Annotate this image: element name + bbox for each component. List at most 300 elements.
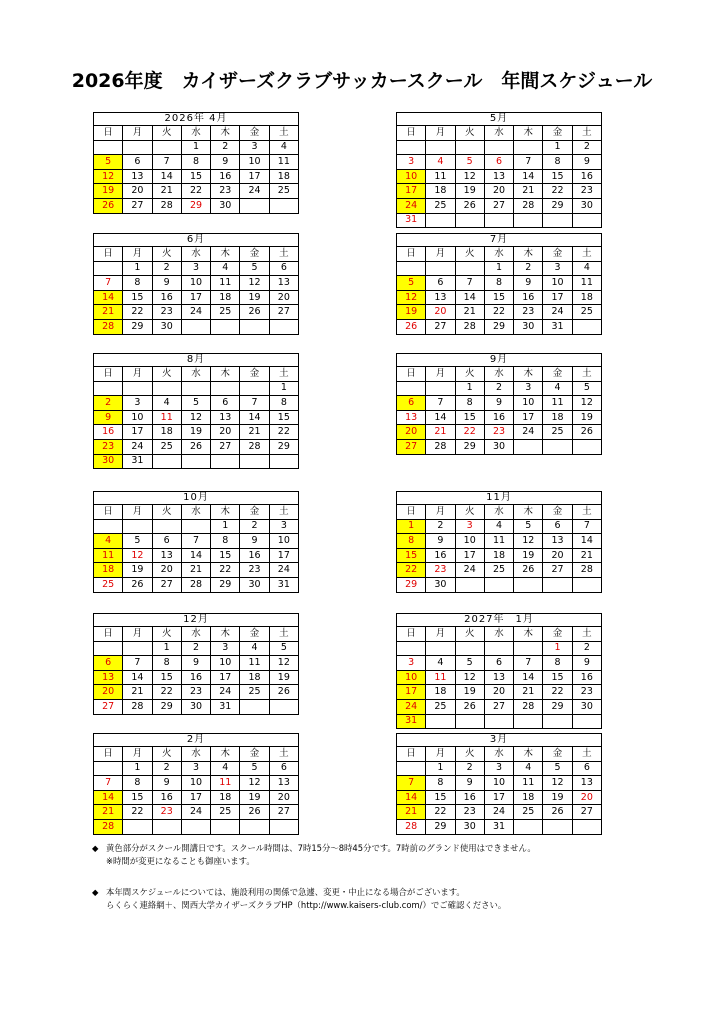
empty-cell	[181, 519, 210, 534]
empty-cell	[397, 140, 426, 155]
day-cell: 13	[269, 776, 298, 791]
day-cell: 10	[397, 670, 426, 685]
day-cell: 10	[514, 396, 543, 411]
day-cell: 15	[269, 410, 298, 425]
day-cell: 26	[514, 563, 543, 578]
empty-cell	[181, 381, 210, 396]
day-cell: 24	[543, 305, 572, 320]
weekday-header: 月	[123, 747, 152, 762]
day-cell: 31	[211, 699, 240, 714]
weekday-header: 土	[269, 747, 298, 762]
day-cell: 15	[211, 548, 240, 563]
day-cell: 11	[211, 276, 240, 291]
empty-cell	[123, 381, 152, 396]
day-cell: 5	[455, 656, 484, 671]
day-cell: 25	[572, 305, 601, 320]
day-cell: 3	[181, 261, 210, 276]
empty-cell	[240, 198, 269, 213]
day-cell: 30	[514, 319, 543, 334]
weekday-header: 木	[211, 627, 240, 642]
empty-cell	[152, 454, 181, 469]
day-cell: 1	[397, 519, 426, 534]
empty-cell	[152, 140, 181, 155]
day-cell: 12	[543, 776, 572, 791]
day-cell: 12	[455, 670, 484, 685]
month-calendar	[396, 353, 602, 455]
day-cell: 26	[181, 439, 210, 454]
empty-cell	[572, 319, 601, 334]
day-cell: 21	[572, 548, 601, 563]
day-cell: 10	[181, 276, 210, 291]
day-cell: 13	[484, 169, 513, 184]
day-cell: 28	[514, 699, 543, 714]
day-cell: 3	[397, 656, 426, 671]
empty-cell	[514, 577, 543, 592]
note-text: らくらく連絡網＋、関西大学カイザーズクラブHP（http://www.kaisers-club.com/）でご確認ください。	[106, 900, 507, 910]
weekday-header: 金	[543, 505, 572, 520]
day-cell: 1	[426, 761, 455, 776]
empty-cell	[426, 213, 455, 228]
day-cell: 5	[455, 155, 484, 170]
day-cell: 21	[181, 563, 210, 578]
day-cell: 19	[543, 790, 572, 805]
day-cell: 20	[426, 305, 455, 320]
empty-cell	[455, 641, 484, 656]
weekday-header: 火	[152, 367, 181, 382]
weekday-header: 火	[152, 247, 181, 262]
day-cell: 30	[94, 454, 123, 469]
day-cell: 4	[572, 261, 601, 276]
day-cell: 17	[181, 290, 210, 305]
note-changes	[92, 886, 536, 912]
weekday-header: 木	[514, 505, 543, 520]
day-cell: 20	[484, 184, 513, 199]
day-cell: 5	[94, 155, 123, 170]
day-cell: 11	[426, 670, 455, 685]
weekday-header: 木	[514, 367, 543, 382]
empty-cell	[181, 319, 210, 334]
day-cell: 21	[514, 685, 543, 700]
month-calendar	[93, 491, 299, 593]
month-title: 9月	[397, 354, 602, 367]
empty-cell	[426, 714, 455, 729]
day-cell: 23	[572, 184, 601, 199]
weekday-header: 土	[572, 627, 601, 642]
weekday-header: 月	[426, 747, 455, 762]
empty-cell	[572, 577, 601, 592]
day-cell: 21	[514, 184, 543, 199]
day-cell: 27	[426, 319, 455, 334]
weekday-header: 水	[181, 247, 210, 262]
day-cell: 15	[484, 290, 513, 305]
day-cell: 2	[181, 641, 210, 656]
day-cell: 9	[152, 276, 181, 291]
day-cell: 17	[397, 184, 426, 199]
day-cell: 12	[94, 169, 123, 184]
weekday-header: 月	[426, 126, 455, 141]
day-cell: 20	[123, 184, 152, 199]
day-cell: 20	[397, 425, 426, 440]
day-cell: 8	[543, 155, 572, 170]
day-cell: 23	[94, 439, 123, 454]
day-cell: 30	[455, 819, 484, 834]
day-cell: 8	[397, 534, 426, 549]
day-cell: 5	[240, 261, 269, 276]
day-cell: 12	[240, 776, 269, 791]
empty-cell	[269, 198, 298, 213]
day-cell: 18	[514, 790, 543, 805]
empty-cell	[269, 454, 298, 469]
day-cell: 1	[211, 519, 240, 534]
day-cell: 13	[152, 548, 181, 563]
weekday-header: 月	[426, 247, 455, 262]
day-cell: 14	[181, 548, 210, 563]
day-cell: 2	[572, 641, 601, 656]
empty-cell	[484, 577, 513, 592]
day-cell: 6	[484, 155, 513, 170]
day-cell: 17	[397, 685, 426, 700]
day-cell: 22	[426, 805, 455, 820]
day-cell: 30	[484, 439, 513, 454]
day-cell: 18	[543, 410, 572, 425]
day-cell: 16	[572, 169, 601, 184]
day-cell: 15	[543, 169, 572, 184]
day-cell: 19	[514, 548, 543, 563]
day-cell: 28	[94, 819, 123, 834]
day-cell: 17	[240, 169, 269, 184]
day-cell: 16	[455, 790, 484, 805]
day-cell: 10	[211, 656, 240, 671]
weekday-header: 火	[455, 247, 484, 262]
empty-cell	[240, 319, 269, 334]
day-cell: 19	[455, 685, 484, 700]
day-cell: 23	[152, 305, 181, 320]
weekday-header: 木	[211, 367, 240, 382]
weekday-header: 金	[543, 747, 572, 762]
day-cell: 16	[94, 425, 123, 440]
day-cell: 21	[94, 805, 123, 820]
day-cell: 19	[240, 790, 269, 805]
day-cell: 24	[455, 563, 484, 578]
day-cell: 27	[269, 805, 298, 820]
day-cell: 4	[543, 381, 572, 396]
day-cell: 16	[240, 548, 269, 563]
bullet-icon: ◆	[92, 843, 99, 853]
day-cell: 6	[94, 656, 123, 671]
day-cell: 2	[455, 761, 484, 776]
empty-cell	[211, 381, 240, 396]
empty-cell	[397, 761, 426, 776]
weekday-header: 水	[484, 747, 513, 762]
day-cell: 5	[543, 761, 572, 776]
day-cell: 24	[181, 805, 210, 820]
day-cell: 22	[181, 184, 210, 199]
day-cell: 31	[484, 819, 513, 834]
day-cell: 30	[181, 699, 210, 714]
empty-cell	[152, 819, 181, 834]
day-cell: 7	[181, 534, 210, 549]
empty-cell	[455, 714, 484, 729]
day-cell: 14	[426, 410, 455, 425]
empty-cell	[455, 213, 484, 228]
day-cell: 1	[152, 641, 181, 656]
day-cell: 9	[572, 656, 601, 671]
day-cell: 25	[484, 563, 513, 578]
month-title: 7月	[397, 234, 602, 247]
day-cell: 15	[543, 670, 572, 685]
day-cell: 26	[455, 699, 484, 714]
month-calendar	[93, 233, 299, 335]
weekday-header: 火	[455, 367, 484, 382]
weekday-header: 火	[152, 505, 181, 520]
weekday-header: 水	[181, 126, 210, 141]
day-cell: 28	[181, 577, 210, 592]
weekday-header: 土	[269, 505, 298, 520]
day-cell: 29	[543, 198, 572, 213]
day-cell: 21	[397, 805, 426, 820]
day-cell: 25	[211, 805, 240, 820]
day-cell: 13	[543, 534, 572, 549]
day-cell: 26	[94, 198, 123, 213]
empty-cell	[543, 213, 572, 228]
empty-cell	[152, 519, 181, 534]
day-cell: 11	[211, 776, 240, 791]
empty-cell	[426, 261, 455, 276]
day-cell: 16	[514, 290, 543, 305]
day-cell: 1	[543, 641, 572, 656]
day-cell: 2	[152, 261, 181, 276]
day-cell: 7	[123, 656, 152, 671]
day-cell: 19	[123, 563, 152, 578]
day-cell: 19	[94, 184, 123, 199]
day-cell: 2	[484, 381, 513, 396]
day-cell: 27	[94, 699, 123, 714]
day-cell: 29	[269, 439, 298, 454]
month-title: 2026年 4月	[94, 113, 299, 126]
day-cell: 29	[152, 699, 181, 714]
day-cell: 17	[269, 548, 298, 563]
empty-cell	[455, 577, 484, 592]
day-cell: 18	[94, 563, 123, 578]
empty-cell	[94, 140, 123, 155]
day-cell: 23	[484, 425, 513, 440]
day-cell: 3	[514, 381, 543, 396]
day-cell: 12	[123, 548, 152, 563]
empty-cell	[94, 381, 123, 396]
day-cell: 20	[572, 790, 601, 805]
weekday-header: 月	[123, 126, 152, 141]
weekday-header: 木	[211, 747, 240, 762]
weekday-header: 木	[514, 627, 543, 642]
day-cell: 27	[123, 198, 152, 213]
weekday-header: 火	[455, 747, 484, 762]
weekday-header: 金	[543, 367, 572, 382]
day-cell: 16	[211, 169, 240, 184]
day-cell: 15	[455, 410, 484, 425]
weekday-header: 木	[211, 126, 240, 141]
weekday-header: 金	[240, 367, 269, 382]
weekday-header: 土	[572, 747, 601, 762]
weekday-header: 土	[572, 367, 601, 382]
day-cell: 24	[484, 805, 513, 820]
day-cell: 11	[94, 548, 123, 563]
weekday-header: 金	[543, 126, 572, 141]
day-cell: 16	[426, 548, 455, 563]
day-cell: 9	[572, 155, 601, 170]
day-cell: 3	[240, 140, 269, 155]
day-cell: 8	[455, 396, 484, 411]
weekday-header: 土	[269, 247, 298, 262]
day-cell: 11	[269, 155, 298, 170]
weekday-header: 金	[543, 627, 572, 642]
day-cell: 7	[240, 396, 269, 411]
day-cell: 9	[240, 534, 269, 549]
day-cell: 15	[152, 670, 181, 685]
day-cell: 18	[572, 290, 601, 305]
day-cell: 3	[181, 761, 210, 776]
day-cell: 26	[543, 805, 572, 820]
day-cell: 15	[123, 290, 152, 305]
day-cell: 31	[397, 213, 426, 228]
day-cell: 17	[543, 290, 572, 305]
day-cell: 9	[514, 276, 543, 291]
weekday-header: 火	[152, 126, 181, 141]
day-cell: 5	[269, 641, 298, 656]
day-cell: 14	[123, 670, 152, 685]
empty-cell	[123, 140, 152, 155]
day-cell: 29	[426, 819, 455, 834]
day-cell: 27	[152, 577, 181, 592]
day-cell: 18	[426, 685, 455, 700]
day-cell: 8	[152, 656, 181, 671]
day-cell: 22	[543, 184, 572, 199]
day-cell: 16	[152, 290, 181, 305]
day-cell: 24	[397, 198, 426, 213]
empty-cell	[543, 577, 572, 592]
day-cell: 23	[240, 563, 269, 578]
day-cell: 7	[572, 519, 601, 534]
empty-cell	[514, 714, 543, 729]
day-cell: 11	[426, 169, 455, 184]
day-cell: 19	[269, 670, 298, 685]
weekday-header: 日	[94, 627, 123, 642]
day-cell: 10	[455, 534, 484, 549]
day-cell: 30	[240, 577, 269, 592]
day-cell: 19	[181, 425, 210, 440]
day-cell: 17	[455, 548, 484, 563]
day-cell: 15	[397, 548, 426, 563]
day-cell: 16	[152, 790, 181, 805]
weekday-header: 水	[484, 627, 513, 642]
day-cell: 19	[455, 184, 484, 199]
day-cell: 31	[123, 454, 152, 469]
day-cell: 12	[514, 534, 543, 549]
day-cell: 11	[514, 776, 543, 791]
empty-cell	[514, 819, 543, 834]
day-cell: 21	[455, 305, 484, 320]
day-cell: 12	[455, 169, 484, 184]
day-cell: 28	[572, 563, 601, 578]
weekday-header: 日	[397, 627, 426, 642]
day-cell: 7	[426, 396, 455, 411]
empty-cell	[211, 454, 240, 469]
bullet-icon: ◆	[92, 887, 99, 897]
day-cell: 17	[514, 410, 543, 425]
weekday-header: 月	[123, 505, 152, 520]
day-cell: 28	[426, 439, 455, 454]
month-calendar	[93, 112, 299, 214]
weekday-header: 土	[572, 247, 601, 262]
weekday-header: 日	[397, 126, 426, 141]
weekday-header: 月	[426, 505, 455, 520]
weekday-header: 日	[94, 247, 123, 262]
day-cell: 30	[572, 699, 601, 714]
day-cell: 23	[426, 563, 455, 578]
day-cell: 14	[514, 670, 543, 685]
weekday-header: 水	[484, 367, 513, 382]
day-cell: 21	[94, 305, 123, 320]
day-cell: 2	[572, 140, 601, 155]
weekday-header: 日	[397, 247, 426, 262]
weekday-header: 金	[240, 247, 269, 262]
day-cell: 15	[426, 790, 455, 805]
weekday-header: 土	[269, 627, 298, 642]
day-cell: 14	[514, 169, 543, 184]
day-cell: 8	[426, 776, 455, 791]
day-cell: 8	[123, 276, 152, 291]
day-cell: 11	[240, 656, 269, 671]
month-calendar	[396, 733, 602, 835]
day-cell: 25	[426, 699, 455, 714]
weekday-header: 金	[240, 505, 269, 520]
weekday-header: 日	[397, 367, 426, 382]
day-cell: 20	[269, 290, 298, 305]
day-cell: 25	[94, 577, 123, 592]
day-cell: 21	[240, 425, 269, 440]
day-cell: 12	[269, 656, 298, 671]
day-cell: 24	[211, 685, 240, 700]
month-title: 3月	[397, 734, 602, 747]
day-cell: 14	[397, 790, 426, 805]
empty-cell	[426, 641, 455, 656]
weekday-header: 日	[397, 505, 426, 520]
day-cell: 16	[484, 410, 513, 425]
weekday-header: 木	[211, 247, 240, 262]
day-cell: 29	[397, 577, 426, 592]
day-cell: 23	[211, 184, 240, 199]
day-cell: 23	[455, 805, 484, 820]
empty-cell	[123, 819, 152, 834]
day-cell: 28	[455, 319, 484, 334]
day-cell: 8	[543, 656, 572, 671]
weekday-header: 金	[240, 126, 269, 141]
empty-cell	[181, 454, 210, 469]
day-cell: 3	[455, 519, 484, 534]
weekday-header: 土	[269, 367, 298, 382]
weekday-header: 水	[484, 126, 513, 141]
day-cell: 9	[94, 410, 123, 425]
empty-cell	[211, 819, 240, 834]
day-cell: 2	[94, 396, 123, 411]
day-cell: 27	[572, 805, 601, 820]
day-cell: 29	[123, 319, 152, 334]
empty-cell	[514, 439, 543, 454]
day-cell: 2	[426, 519, 455, 534]
day-cell: 22	[211, 563, 240, 578]
note-text: 本年間スケジュールについては、施設利用の関係で急遽、変更・中止になる場合がございます。	[106, 887, 465, 897]
day-cell: 31	[397, 714, 426, 729]
day-cell: 16	[572, 670, 601, 685]
